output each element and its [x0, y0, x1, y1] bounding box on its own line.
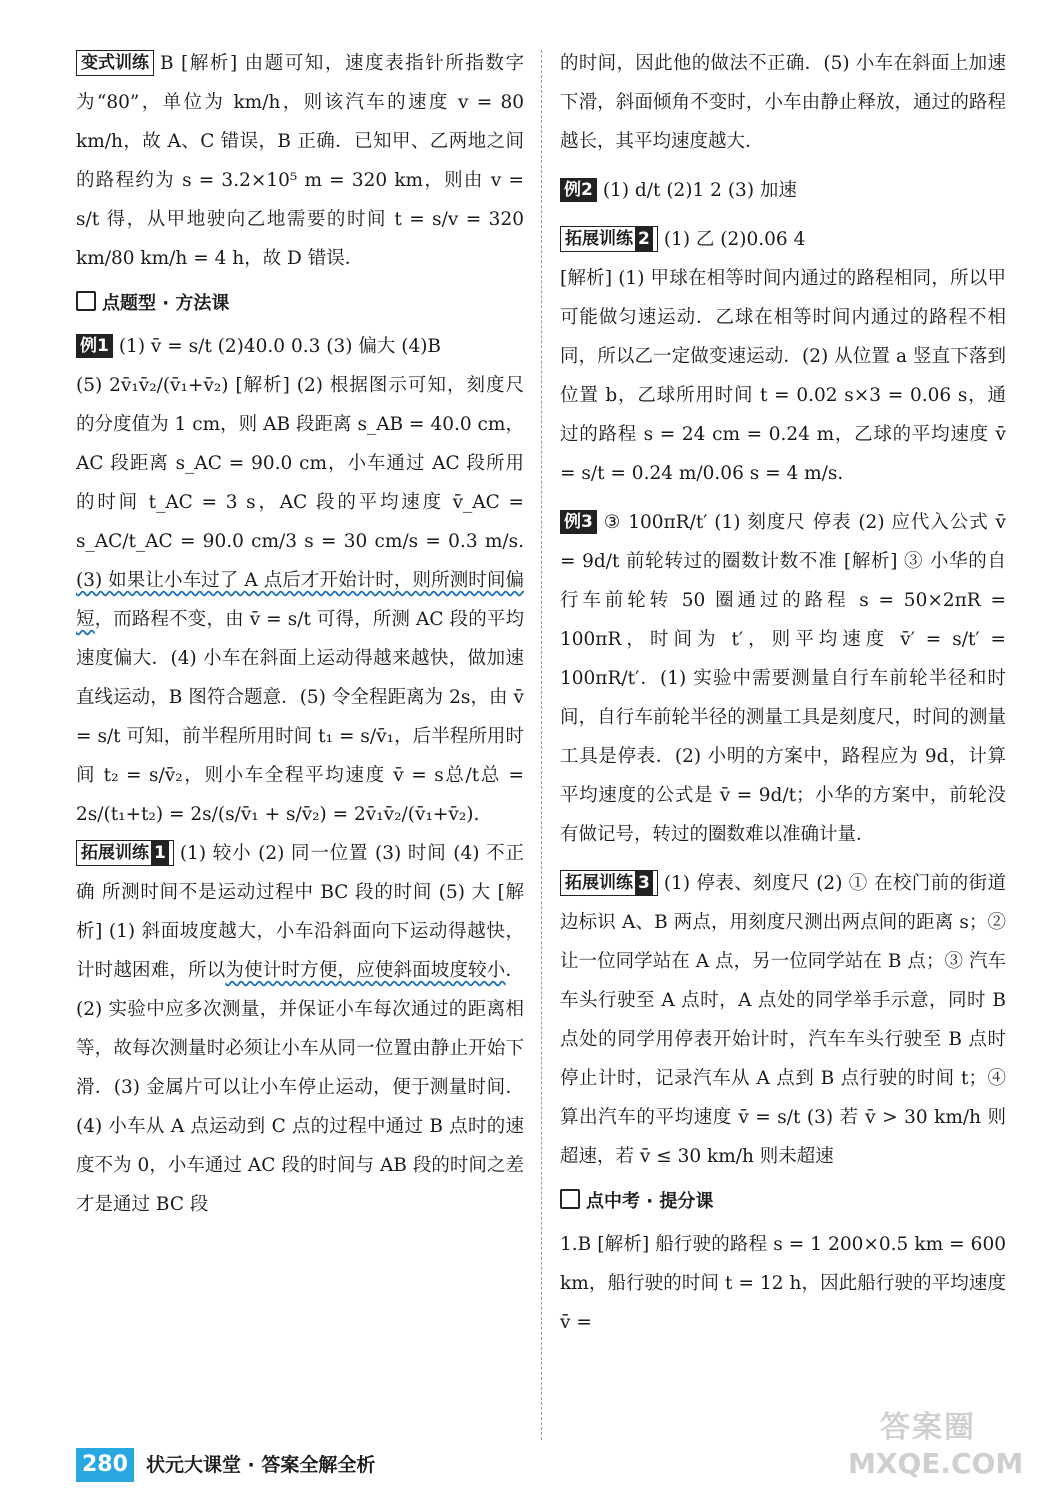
extension-3-answer	[560, 864, 1006, 1176]
extension-2-tag-label: 拓展训练	[565, 229, 633, 249]
page-number: 280	[76, 1448, 134, 1482]
section-title: 点题型 · 方法课	[102, 293, 230, 314]
variant-training-text: B [解析] 由题可知，速度表指针所指数字为“80”，单位为 km/h，则该汽车的速度 v = 80 km/h，故 A、C 错误，B 正确．已知甲、乙两地之间的路程约为 s = 3.2×10⁵ m = 320 km，则由 v = s/t 得，从甲地驶向乙地需要的时间 t = s/v = 320 km/80 km/h = 4 h，故 D 错误．	[76, 53, 524, 269]
right-column	[560, 44, 1006, 1342]
example-1-explanation-text: (5) 2v̄₁v̄₂/(v̄₁+v̄₂) [解析] (2) 根据图示可知，刻度尺的分度值为 1 cm，则 AB 段距离 s_AB = 40.0 cm，AC 段距离 s_AC = 90.0 cm，小车通过 AC 段所用的时间 t_AC = 3 s，AC 段的平均速度 v̄_AC = s_AC/t_AC = 90.0 cm/3 s = 30 cm/s = 0.3 m/s.	[76, 375, 524, 552]
extension-1-text: (1) 较小 (2) 同一位置 (3) 时间 (4) 不正确 所测时间不是运动过程中 BC 段的时间 (5) 大 [解析] (1) 斜面坡度越大，小车沿斜面向下运动得越快，计时越困难，所以	[76, 843, 524, 981]
extension-3-tag-label: 拓展训练	[565, 873, 633, 893]
extension-2-text: (1) 乙 (2)0.06 4	[663, 229, 806, 250]
watermark-line-1: 答案圈	[880, 1410, 976, 1445]
extension-1-tag	[76, 840, 174, 866]
page-footer	[76, 1448, 375, 1482]
continued-text: 的时间，因此他的做法不正确．(5) 小车在斜面上加速下滑，斜面倾角不变时，小车由静止释放，通过的路程越长，其平均速度越大．	[560, 53, 1006, 152]
extension-2-tag-number: 2	[635, 227, 653, 251]
example-3-text: ③ 100πR/t′ (1) 刻度尺 停表 (2) 应代入公式 v̄ = 9d/t 前轮转过的圈数计数不准 [解析] ③ 小华的自行车前轮转 50 圈通过的路程 s = 50×2πR = 100πR，时间为 t′，则平均速度 v̄′ = s/t′ = 100πR/t′．(1) 实验中需要测量自行车前轮半径和时间，自行车前轮半径的测量工具是刻度尺，时间的测量工具是停表．(2) 小明的方案中，路程应为 9d，计算平均速度的公式是 v̄ = 9d/t；小华的方案中，前轮没有做记号，转过的圈数难以准确计量．	[560, 512, 1006, 845]
example-1-explanation-text-2: ，而路程不变，由 v̄ = s/t 可得，所测 AC 段的平均速度偏大．(4) 小车在斜面上运动得越来越快，做加速直线运动，B 图符合题意．(5) 令全程距离为 2s，由 v̄ = s/t 可知，前半程所用时间 t₁ = s/v̄₁，后半程所用时间 t₂ = s/v̄₂，则小车全程平均速度 v̄ = s总/t总 = 2s/(t₁+t₂) = 2s/(s/v̄₁ + s/v̄₂) = 2v̄₁v̄₂/(v̄₁+v̄₂).	[76, 609, 524, 825]
example-3-answer	[560, 503, 1006, 854]
watermark-line-2: MXQE.COM	[848, 1447, 1024, 1480]
example-2-answer	[560, 171, 1006, 210]
book-icon	[76, 291, 96, 311]
column-divider	[541, 50, 542, 1440]
watermark-logo	[848, 1410, 1024, 1490]
extension-3-tag-number: 3	[635, 871, 653, 895]
extension-1-answer	[76, 834, 524, 1224]
extension-1-tag-number: 1	[151, 841, 169, 865]
book-icon-2	[560, 1189, 580, 1209]
highlighted-note: (3) 如果让小车过了 A 点后才开始计时，则所测时间偏短	[76, 570, 524, 630]
section-title-2: 点中考 · 提分课	[586, 1191, 714, 1212]
section-heading-exam	[560, 1182, 1006, 1221]
left-column	[76, 44, 524, 1224]
extension-3-tag	[560, 870, 658, 896]
example-3-tag: 例3	[560, 510, 597, 534]
question-1-answer: 1.B [解析] 船行驶的路程 s = 1 200×0.5 km = 600 km，船行驶的时间 t = 12 h，因此船行驶的平均速度 v̄ =	[560, 1234, 1006, 1333]
example-2-text: (1) d/t (2)1 2 (3) 加速	[602, 180, 797, 201]
extension-3-text: (1) 停表、刻度尺 (2) ① 在校门前的街道边标识 A、B 两点，用刻度尺测出两点间的距离 s；② 让一位同学站在 A 点，另一位同学站在 B 点；③ 汽车车头行驶至 A 点时，A 点处的同学举手示意，同时 B 点处的同学用停表开始计时，汽车车头行驶至 B 点时停止计时，记录汽车从 A 点到 B 点行驶的时间 t；④ 算出汽车的平均速度 v̄ = s/t (3) 若 v̄ > 30 km/h 则超速，若 v̄ ≤ 30 km/h 则未超速	[560, 873, 1006, 1167]
variant-training-answer	[76, 44, 524, 278]
footer-title: 状元大课堂 · 答案全解全析	[145, 1454, 376, 1476]
extension-2-answer	[560, 220, 1006, 259]
section-heading-method	[76, 284, 524, 323]
extension-1-text-2: ．(2) 实验中应多次测量，并保证小车每次通过的距离相等，故每次测量时必须让小车从同一位置由静止开始下滑．(3) 金属片可以让小车停止运动，便于测量时间．(4) 小车从 A 点运动到 C 点的过程中通过 B 点时的速度不为 0，小车通过 AC 段的时间与 AB 段的时间之差才是通过 BC 段	[76, 960, 524, 1215]
extension-2-explanation: [解析] (1) 甲球在相等时间内通过的路程相同，所以甲可能做匀速运动．乙球在相等时间内通过的路程不相同，所以乙一定做变速运动．(2) 从位置 a 竖直下落到位置 b，乙球所用时间 t = 0.02 s×3 = 0.06 s，通过的路程 s = 24 cm = 0.24 m，乙球的平均速度 v̄ = s/t = 0.24 m/0.06 s = 4 m/s.	[560, 268, 1006, 484]
example-1-answer	[76, 327, 524, 366]
extension-2-tag	[560, 226, 658, 252]
highlighted-note-2: 为使计时方便，应使斜面坡度较小	[225, 960, 506, 981]
variant-training-tag: 变式训练	[76, 50, 154, 76]
example-1-line: (1) v̄ = s/t (2)40.0 0.3 (3) 偏大 (4)B	[118, 336, 442, 357]
example-1-tag: 例1	[76, 334, 113, 358]
extension-1-tag-label: 拓展训练	[81, 843, 149, 863]
example-1-explanation	[76, 366, 524, 834]
example-2-tag: 例2	[560, 178, 597, 202]
